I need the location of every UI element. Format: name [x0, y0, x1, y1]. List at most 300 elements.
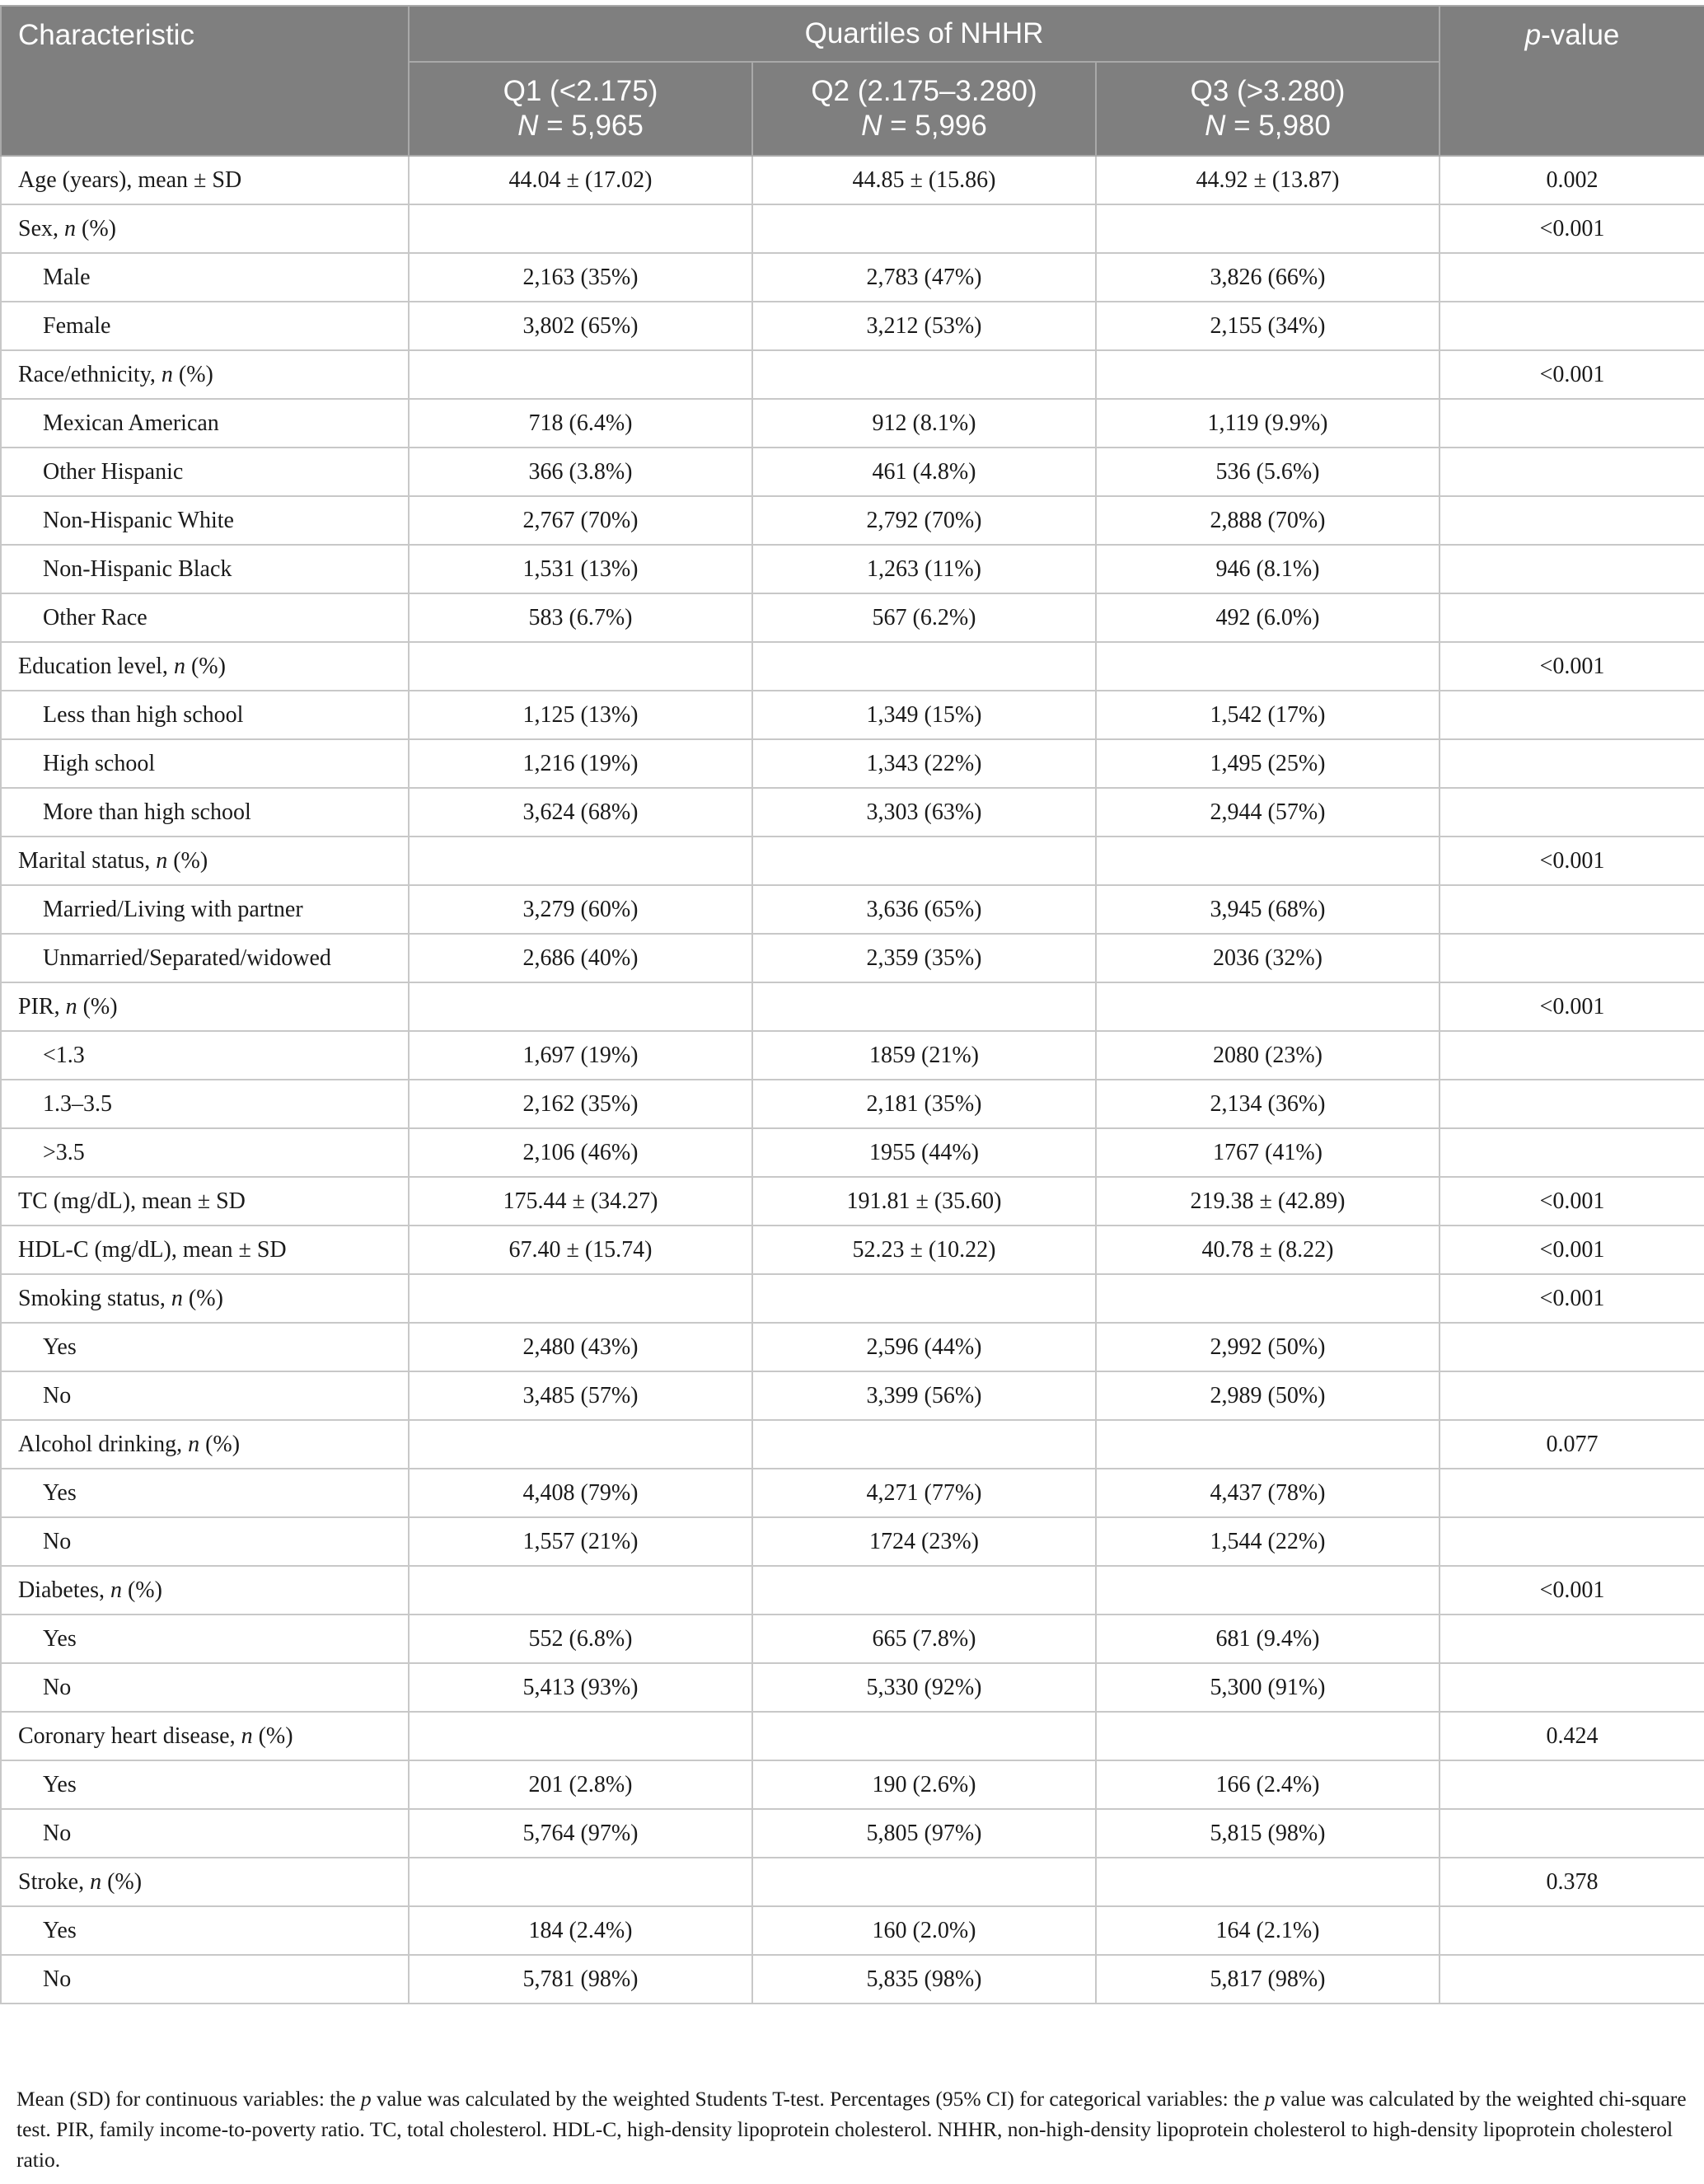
cell-p-value: [1440, 885, 1704, 934]
footnote-part2: value was calculated by the weighted Students T-test. Percentages (95% CI) for categorical variables: the: [371, 2087, 1265, 2111]
table-subrow: [1, 1663, 1704, 1712]
row-label-text: Married/Living with partner: [43, 896, 303, 922]
cell-q2: [752, 642, 1096, 691]
cell-p-value: [1440, 934, 1704, 982]
row-label-text: Yes: [43, 1917, 77, 1943]
cell-q3: 2,155 (34%): [1096, 302, 1440, 350]
row-label: [1, 885, 409, 934]
cell-q1: 583 (6.7%): [409, 593, 752, 642]
row-label: [1, 1760, 409, 1809]
header-q3: [1096, 62, 1440, 156]
cell-p-value: [1440, 496, 1704, 545]
table-footnote: [16, 2083, 1689, 2175]
header-q3-n-symbol: N: [1205, 110, 1226, 142]
row-label: [1, 837, 409, 885]
header-p-value: [1440, 6, 1704, 156]
cell-p-value: [1440, 1080, 1704, 1128]
cell-q2: 3,303 (63%): [752, 788, 1096, 837]
header-q2-n-symbol: N: [861, 110, 882, 142]
row-label-text: Unmarried/Separated/widowed: [43, 944, 331, 971]
row-label: [1, 1371, 409, 1420]
cell-p-value: [1440, 1809, 1704, 1858]
table-subrow: [1, 1955, 1704, 2004]
row-label-text: Non-Hispanic Black: [43, 555, 232, 582]
cell-q2: [752, 1420, 1096, 1469]
row-label-text: More than high school: [43, 799, 251, 825]
cell-q2: 2,783 (47%): [752, 253, 1096, 302]
cell-p-value: <0.001: [1440, 982, 1704, 1031]
cell-q2: [752, 1274, 1096, 1323]
header-p-letter: p: [1524, 19, 1542, 51]
row-label: [1, 448, 409, 496]
cell-p-value: 0.002: [1440, 156, 1704, 204]
cell-q3: 5,817 (98%): [1096, 1955, 1440, 2004]
cell-q2: 1724 (23%): [752, 1517, 1096, 1566]
row-label-text: Yes: [43, 1333, 77, 1360]
row-label-text: No: [43, 1966, 72, 1992]
cell-q2: 567 (6.2%): [752, 593, 1096, 642]
cell-q2: 1,263 (11%): [752, 545, 1096, 593]
cell-p-value: 0.424: [1440, 1712, 1704, 1760]
cell-q1: [409, 837, 752, 885]
row-label-text: No: [43, 1528, 72, 1554]
row-label: [1, 156, 409, 204]
row-label: [1, 1517, 409, 1566]
cell-q2: 2,792 (70%): [752, 496, 1096, 545]
cell-q3: [1096, 350, 1440, 399]
table-row: [1, 982, 1704, 1031]
cell-q3: 164 (2.1%): [1096, 1906, 1440, 1955]
table-row: [1, 1420, 1704, 1469]
table-subrow: [1, 1615, 1704, 1663]
cell-p-value: [1440, 1031, 1704, 1080]
row-label: [1, 1712, 409, 1760]
cell-q1: 5,413 (93%): [409, 1663, 752, 1712]
cell-q1: 3,624 (68%): [409, 788, 752, 837]
cell-q2: 52.23 ± (10.22): [752, 1226, 1096, 1274]
cell-q1: 201 (2.8%): [409, 1760, 752, 1809]
cell-p-value: [1440, 1128, 1704, 1177]
table-row: [1, 1566, 1704, 1615]
cell-q1: 175.44 ± (34.27): [409, 1177, 752, 1226]
table-subrow: [1, 691, 1704, 739]
cell-p-value: [1440, 448, 1704, 496]
cell-q3: 2036 (32%): [1096, 934, 1440, 982]
row-label-text: TC (mg/dL), mean ± SD: [18, 1188, 246, 1214]
cell-q2: 1955 (44%): [752, 1128, 1096, 1177]
table-subrow: [1, 545, 1704, 593]
cell-p-value: [1440, 1371, 1704, 1420]
cell-q1: 3,279 (60%): [409, 885, 752, 934]
cell-q1: 5,781 (98%): [409, 1955, 752, 2004]
cell-q1: 3,485 (57%): [409, 1371, 752, 1420]
table-subrow: [1, 934, 1704, 982]
cell-q3: [1096, 1274, 1440, 1323]
row-label-n-symbol: n: [188, 1431, 200, 1457]
cell-q1: 1,697 (19%): [409, 1031, 752, 1080]
row-label-text: Age (years), mean ± SD: [18, 166, 242, 193]
cell-q1: 4,408 (79%): [409, 1469, 752, 1517]
row-label-suffix: (%): [77, 993, 118, 1019]
row-label-text: Alcohol drinking,: [18, 1431, 189, 1457]
cell-q3: [1096, 1566, 1440, 1615]
cell-q1: 67.40 ± (15.74): [409, 1226, 752, 1274]
row-label: [1, 934, 409, 982]
cell-p-value: [1440, 1760, 1704, 1809]
cell-q2: 665 (7.8%): [752, 1615, 1096, 1663]
row-label-text: Less than high school: [43, 701, 244, 728]
cell-p-value: 0.378: [1440, 1858, 1704, 1906]
row-label-text: <1.3: [43, 1042, 85, 1068]
table-subrow: [1, 399, 1704, 448]
header-q1-n-value: = 5,965: [538, 110, 644, 142]
row-label-text: Stroke,: [18, 1868, 91, 1895]
cell-q3: 2,992 (50%): [1096, 1323, 1440, 1371]
table-row: [1, 1274, 1704, 1323]
table-subrow: [1, 1323, 1704, 1371]
header-q3-n-value: = 5,980: [1225, 110, 1331, 142]
row-label-suffix: (%): [76, 215, 116, 241]
cell-q1: 2,163 (35%): [409, 253, 752, 302]
row-label: [1, 302, 409, 350]
row-label-text: High school: [43, 750, 156, 776]
row-label-suffix: (%): [121, 1577, 162, 1603]
row-label-n-symbol: n: [64, 215, 76, 241]
cell-q3: 1767 (41%): [1096, 1128, 1440, 1177]
table-subrow: [1, 1809, 1704, 1858]
cell-q2: [752, 204, 1096, 253]
header-q2-label: Q2 (2.175–3.280): [811, 75, 1037, 107]
cell-q3: 40.78 ± (8.22): [1096, 1226, 1440, 1274]
row-label-text: Education level,: [18, 653, 174, 679]
cell-p-value: [1440, 1615, 1704, 1663]
cell-q3: 536 (5.6%): [1096, 448, 1440, 496]
cell-q3: 2,944 (57%): [1096, 788, 1440, 837]
header-q1-label: Q1 (<2.175): [503, 75, 658, 107]
cell-q3: 1,542 (17%): [1096, 691, 1440, 739]
cell-q2: 5,330 (92%): [752, 1663, 1096, 1712]
row-label: [1, 1858, 409, 1906]
cell-p-value: <0.001: [1440, 1566, 1704, 1615]
cell-q1: 3,802 (65%): [409, 302, 752, 350]
cell-q1: 552 (6.8%): [409, 1615, 752, 1663]
cell-q3: 3,826 (66%): [1096, 253, 1440, 302]
header-q2: [752, 62, 1096, 156]
footnote-p1: p: [360, 2087, 372, 2111]
cell-p-value: [1440, 1906, 1704, 1955]
cell-q3: 5,815 (98%): [1096, 1809, 1440, 1858]
header-q2-n: [753, 109, 1095, 143]
cell-p-value: [1440, 399, 1704, 448]
row-label-text: Race/ethnicity,: [18, 361, 162, 387]
cell-p-value: [1440, 545, 1704, 593]
cell-q1: 5,764 (97%): [409, 1809, 752, 1858]
row-label: [1, 399, 409, 448]
cell-q1: 184 (2.4%): [409, 1906, 752, 1955]
cell-q3: 1,495 (25%): [1096, 739, 1440, 788]
cell-q3: 44.92 ± (13.87): [1096, 156, 1440, 204]
row-label: [1, 1955, 409, 2004]
row-label-n-symbol: n: [171, 1285, 183, 1311]
row-label: [1, 545, 409, 593]
cell-p-value: [1440, 593, 1704, 642]
row-label-text: Male: [43, 264, 91, 290]
table-row: [1, 156, 1704, 204]
cell-p-value: <0.001: [1440, 1226, 1704, 1274]
row-label-n-symbol: n: [241, 1722, 253, 1749]
cell-p-value: 0.077: [1440, 1420, 1704, 1469]
header-q1: [409, 62, 752, 156]
cell-q3: 4,437 (78%): [1096, 1469, 1440, 1517]
row-label: [1, 253, 409, 302]
cell-q3: 1,119 (9.9%): [1096, 399, 1440, 448]
cell-p-value: [1440, 253, 1704, 302]
row-label-n-symbol: n: [110, 1577, 122, 1603]
row-label: [1, 642, 409, 691]
row-label-text: Marital status,: [18, 847, 157, 874]
cell-q2: 461 (4.8%): [752, 448, 1096, 496]
row-label: [1, 1906, 409, 1955]
cell-p-value: <0.001: [1440, 1177, 1704, 1226]
cell-q3: 492 (6.0%): [1096, 593, 1440, 642]
row-label-text: Yes: [43, 1625, 77, 1652]
cell-q3: 166 (2.4%): [1096, 1760, 1440, 1809]
cell-q1: 1,557 (21%): [409, 1517, 752, 1566]
table-subrow: [1, 1517, 1704, 1566]
row-label: [1, 1080, 409, 1128]
header-characteristic: [1, 6, 409, 156]
row-label-n-symbol: n: [173, 653, 185, 679]
cell-q2: 2,359 (35%): [752, 934, 1096, 982]
cell-q1: 2,106 (46%): [409, 1128, 752, 1177]
cell-q2: 1859 (21%): [752, 1031, 1096, 1080]
footnote-p2: p: [1264, 2087, 1276, 2111]
row-label-text: Other Hispanic: [43, 458, 184, 485]
cell-p-value: <0.001: [1440, 642, 1704, 691]
table-row: [1, 350, 1704, 399]
row-label: [1, 1809, 409, 1858]
header-group-title: Quartiles of NHHR: [804, 17, 1044, 49]
table-row: [1, 1177, 1704, 1226]
header-quartiles-group: [409, 6, 1440, 62]
row-label-suffix: (%): [185, 653, 226, 679]
header-q3-label: Q3 (>3.280): [1190, 75, 1346, 107]
row-label-text: No: [43, 1382, 72, 1408]
cell-q2: 5,805 (97%): [752, 1809, 1096, 1858]
table-subrow: [1, 788, 1704, 837]
cell-p-value: [1440, 1663, 1704, 1712]
header-q1-n-symbol: N: [517, 110, 539, 142]
cell-q3: 681 (9.4%): [1096, 1615, 1440, 1663]
row-label-suffix: (%): [199, 1431, 241, 1457]
cell-q3: [1096, 982, 1440, 1031]
cell-q1: [409, 204, 752, 253]
table-row: [1, 204, 1704, 253]
table-row: [1, 837, 1704, 885]
cell-q3: [1096, 1420, 1440, 1469]
cell-q2: [752, 1858, 1096, 1906]
cell-q2: 3,399 (56%): [752, 1371, 1096, 1420]
cell-q2: 190 (2.6%): [752, 1760, 1096, 1809]
table-subrow: [1, 1031, 1704, 1080]
cell-q3: 946 (8.1%): [1096, 545, 1440, 593]
header-characteristic-label: Characteristic: [18, 19, 194, 51]
cell-q3: 219.38 ± (42.89): [1096, 1177, 1440, 1226]
table-subrow: [1, 1760, 1704, 1809]
row-label-text: >3.5: [43, 1139, 85, 1165]
row-label: [1, 1031, 409, 1080]
table-subrow: [1, 1080, 1704, 1128]
cell-p-value: [1440, 1469, 1704, 1517]
row-label-suffix: (%): [172, 361, 213, 387]
row-label: [1, 739, 409, 788]
cell-q1: 1,531 (13%): [409, 545, 752, 593]
cell-q3: 3,945 (68%): [1096, 885, 1440, 934]
cell-p-value: [1440, 1323, 1704, 1371]
cell-p-value: [1440, 1517, 1704, 1566]
row-label: [1, 1177, 409, 1226]
row-label-n-symbol: n: [161, 361, 173, 387]
row-label-text: HDL-C (mg/dL), mean ± SD: [18, 1236, 287, 1263]
cell-q3: [1096, 1712, 1440, 1760]
cell-q1: 2,480 (43%): [409, 1323, 752, 1371]
row-label: [1, 788, 409, 837]
table-subrow: [1, 253, 1704, 302]
row-label-text: No: [43, 1674, 72, 1700]
row-label: [1, 1469, 409, 1517]
cell-q2: 2,596 (44%): [752, 1323, 1096, 1371]
row-label: [1, 691, 409, 739]
cell-q1: 2,686 (40%): [409, 934, 752, 982]
row-label-text: Mexican American: [43, 410, 219, 436]
table-row: [1, 1712, 1704, 1760]
table-body: [1, 156, 1704, 2004]
cell-q3: 1,544 (22%): [1096, 1517, 1440, 1566]
cell-q1: 44.04 ± (17.02): [409, 156, 752, 204]
table-subrow: [1, 448, 1704, 496]
row-label-text: Diabetes,: [18, 1577, 110, 1603]
cell-q2: [752, 1712, 1096, 1760]
row-label: [1, 593, 409, 642]
header-q1-n: [410, 109, 751, 143]
row-label-text: No: [43, 1820, 72, 1846]
cell-q2: [752, 1566, 1096, 1615]
row-label-suffix: (%): [167, 847, 208, 874]
cell-q2: 5,835 (98%): [752, 1955, 1096, 2004]
row-label: [1, 1274, 409, 1323]
row-label-text: Non-Hispanic White: [43, 507, 234, 533]
table-subrow: [1, 1128, 1704, 1177]
cell-q3: [1096, 642, 1440, 691]
row-label: [1, 204, 409, 253]
row-label-n-symbol: n: [65, 993, 77, 1019]
cell-q3: [1096, 837, 1440, 885]
row-label: [1, 1323, 409, 1371]
table-row: [1, 1858, 1704, 1906]
row-label-text: Yes: [43, 1771, 77, 1797]
cell-q1: 1,125 (13%): [409, 691, 752, 739]
row-label-text: PIR,: [18, 993, 66, 1019]
cell-q2: 44.85 ± (15.86): [752, 156, 1096, 204]
row-label: [1, 1566, 409, 1615]
table-header: [1, 6, 1704, 156]
row-label-suffix: (%): [182, 1285, 223, 1311]
table-row: [1, 1226, 1704, 1274]
cell-q2: 2,181 (35%): [752, 1080, 1096, 1128]
footnote-part1: Mean (SD) for continuous variables: the: [16, 2087, 361, 2111]
table-subrow: [1, 1906, 1704, 1955]
row-label: [1, 982, 409, 1031]
row-label: [1, 496, 409, 545]
cell-q3: 2080 (23%): [1096, 1031, 1440, 1080]
cell-q3: 2,989 (50%): [1096, 1371, 1440, 1420]
row-label-text: Smoking status,: [18, 1285, 171, 1311]
table-subrow: [1, 302, 1704, 350]
cell-q2: 3,212 (53%): [752, 302, 1096, 350]
cell-q3: [1096, 1858, 1440, 1906]
cell-q1: [409, 982, 752, 1031]
row-label-text: 1.3–3.5: [43, 1090, 112, 1117]
cell-q1: [409, 1566, 752, 1615]
cell-q2: 191.81 ± (35.60): [752, 1177, 1096, 1226]
cell-q1: 2,767 (70%): [409, 496, 752, 545]
characteristics-table: [0, 5, 1704, 2004]
cell-q2: 160 (2.0%): [752, 1906, 1096, 1955]
cell-p-value: <0.001: [1440, 204, 1704, 253]
cell-q3: [1096, 204, 1440, 253]
cell-q2: [752, 982, 1096, 1031]
cell-q1: 366 (3.8%): [409, 448, 752, 496]
row-label-text: Yes: [43, 1479, 77, 1506]
table-subrow: [1, 885, 1704, 934]
cell-q1: [409, 1858, 752, 1906]
cell-q3: 2,888 (70%): [1096, 496, 1440, 545]
row-label-text: Coronary heart disease,: [18, 1722, 241, 1749]
cell-q1: [409, 1274, 752, 1323]
cell-q3: 5,300 (91%): [1096, 1663, 1440, 1712]
table-subrow: [1, 739, 1704, 788]
cell-p-value: <0.001: [1440, 350, 1704, 399]
table-subrow: [1, 1469, 1704, 1517]
table-row: [1, 642, 1704, 691]
row-label: [1, 1615, 409, 1663]
cell-p-value: [1440, 302, 1704, 350]
row-label: [1, 350, 409, 399]
row-label-suffix: (%): [252, 1722, 293, 1749]
cell-q2: 4,271 (77%): [752, 1469, 1096, 1517]
cell-q2: [752, 350, 1096, 399]
cell-p-value: [1440, 739, 1704, 788]
header-q2-n-value: = 5,996: [882, 110, 987, 142]
table-subrow: [1, 496, 1704, 545]
row-label: [1, 1420, 409, 1469]
header-q3-n: [1097, 109, 1439, 143]
cell-q1: [409, 642, 752, 691]
cell-q1: 718 (6.4%): [409, 399, 752, 448]
cell-p-value: <0.001: [1440, 837, 1704, 885]
cell-q1: 1,216 (19%): [409, 739, 752, 788]
cell-q1: [409, 1420, 752, 1469]
row-label-suffix: (%): [101, 1868, 143, 1895]
cell-q3: 2,134 (36%): [1096, 1080, 1440, 1128]
row-label-n-symbol: n: [156, 847, 168, 874]
cell-p-value: [1440, 1955, 1704, 2004]
row-label: [1, 1663, 409, 1712]
table-subrow: [1, 593, 1704, 642]
row-label-text: Sex,: [18, 215, 64, 241]
row-label-n-symbol: n: [90, 1868, 102, 1895]
cell-q1: [409, 1712, 752, 1760]
